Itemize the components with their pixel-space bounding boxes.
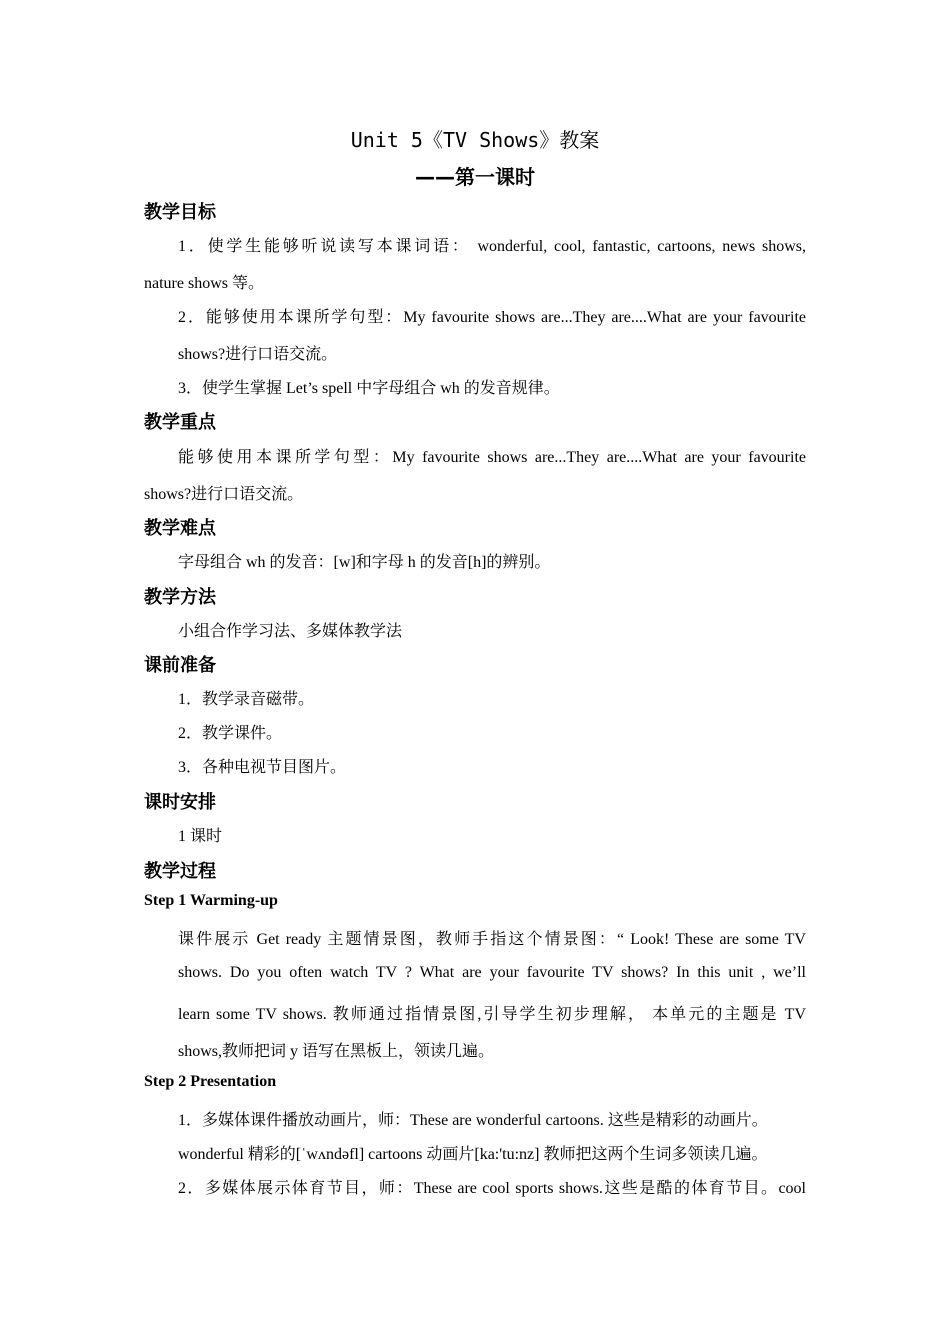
goal-item-1-line-1: 1．使学生能够听说读写本课词语： wonderful, cool, fantastic, cartoons, news shows, — [178, 238, 806, 255]
section-heading-schedule: 课时安排 — [144, 792, 216, 813]
step-2-title: Step 2 Presentation — [144, 1073, 277, 1090]
section-heading-methods: 教学方法 — [144, 587, 216, 608]
step-1-title: Step 1 Warming-up — [144, 892, 278, 909]
section-heading-goals: 教学目标 — [144, 202, 216, 223]
key-points-line-2: shows?进行口语交流。 — [144, 486, 304, 503]
section-heading-difficulties: 教学难点 — [144, 518, 216, 539]
step-1-line-2: shows. Do you often watch TV ? What are your favourite TV shows? In this unit , we’ll — [178, 964, 806, 981]
step-1-line-1: 课件展示 Get ready 主题情景图，教师手指这个情景图：“ Look! These are some TV — [178, 931, 806, 948]
goal-item-1-line-2: nature shows 等。 — [144, 275, 264, 292]
goal-item-2-line-1: 2．能够使用本课所学句型：My favourite shows are...They are....What are your favourite — [178, 309, 806, 326]
step-2-item-2-line-1: 2．多媒体展示体育节目，师：These are cool sports shows.这些是酷的体育节目。cool — [178, 1180, 806, 1197]
step-1-line-4: shows,教师把词 y 语写在黑板上，领读几遍。 — [178, 1043, 495, 1060]
document-title: Unit 5《TV Shows》教案 — [350, 128, 600, 152]
schedule-line: 1 课时 — [178, 828, 223, 845]
key-points-line-1: 能够使用本课所学句型：My favourite shows are...They are....What are your favourite — [178, 449, 806, 466]
document-subtitle: ——第一课时 — [415, 165, 535, 189]
goal-item-2-line-2: shows?进行口语交流。 — [178, 346, 338, 363]
step-2-item-1-line-1: 1．多媒体课件播放动画片，师：These are wonderful cartoons. 这些是精彩的动画片。 — [178, 1112, 768, 1129]
step-2-item-1-line-2: wonderful 精彩的[ˈwʌndəfl] cartoons 动画片[ka:'tu:nz] 教师把这两个生词多领读几遍。 — [178, 1146, 768, 1163]
section-heading-preparation: 课前准备 — [144, 655, 216, 676]
difficulties-line: 字母组合 wh 的发音：[w]和字母 h 的发音[h]的辨别。 — [178, 554, 551, 571]
preparation-item-2: 2．教学课件。 — [178, 725, 283, 742]
step-1-line-3: learn some TV shows. 教师通过指情景图,引导学生初步理解， 本单元的主题是 TV — [178, 1006, 806, 1023]
preparation-item-3: 3．各种电视节目图片。 — [178, 759, 347, 776]
section-heading-key-points: 教学重点 — [144, 412, 216, 433]
goal-item-3: 3．使学生掌握 Let’s spell 中字母组合 wh 的发音规律。 — [178, 380, 560, 397]
preparation-item-1: 1．教学录音磁带。 — [178, 691, 315, 708]
methods-line: 小组合作学习法、多媒体教学法 — [178, 623, 403, 640]
section-heading-process: 教学过程 — [144, 861, 216, 882]
